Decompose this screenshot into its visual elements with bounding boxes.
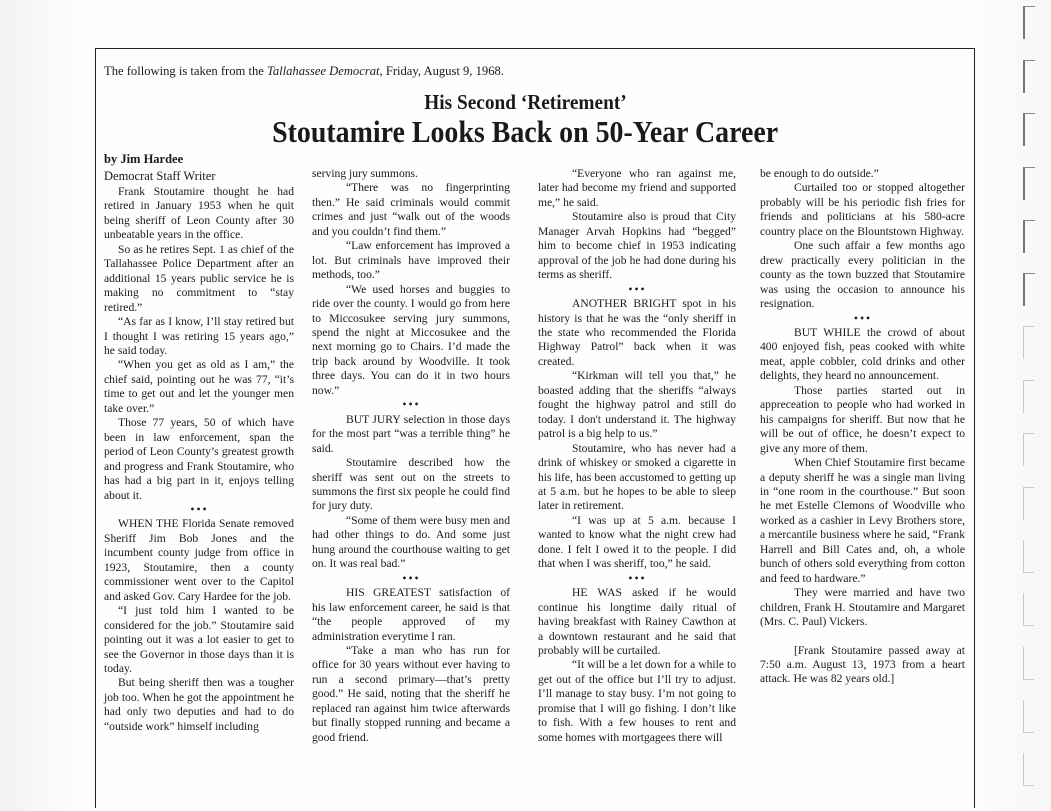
source-note [104, 64, 504, 79]
article-paragraph: When Chief Stoutamire first became a deputy sheriff he was a single man living in “one room in the courthouse.” But soon he met Estelle Clemons of Woodville who worked as a cashier in Levy Brothers store, a mercantile business where he said, “Frank Harrell and Bill Cates and, oh, a whole bunch of others sold everything from cotton and feed to hardware.” [760, 456, 965, 585]
binder-tab-icon [1023, 167, 1035, 200]
binder-tab-icon [1023, 540, 1034, 573]
article-paragraph: HIS GREATEST satisfaction of his law enforcement career, he said is that “the people approved of my administration everytime I ran. [312, 586, 510, 643]
article-column-4 [760, 167, 965, 687]
byline-role: Democrat Staff Writer [104, 169, 216, 183]
main-headline [0, 114, 1051, 150]
binder-tab-icon [1023, 113, 1035, 146]
binder-tab-icon [1023, 60, 1035, 93]
binder-tab-icon [1023, 6, 1035, 39]
section-divider: ••• [401, 400, 421, 410]
article-paragraph: “Everyone who ran against me, later had become my friend and supported me,” he said. [538, 167, 736, 209]
section-divider: ••• [189, 504, 209, 514]
binder-tab-icon [1023, 753, 1034, 786]
article-paragraph: Those 77 years, 50 of which have been in law enforcement, span the period of Leon County’s greatest growth and progress and Frank Stoutamire, who has had a big part in it, enjoys telling about it. [104, 416, 294, 502]
article-paragraph: Stoutamire described how the sheriff was sent out on the streets to summons the first six people he could find for jury duty. [312, 456, 510, 513]
kicker-headline [42, 90, 1009, 115]
paragraph-gap [760, 630, 965, 644]
article-paragraph: “Kirkman will tell you that,” he boasted adding that the sheriffs “always fought the highway patrol and still do today. I don't understand it. The highway patrol is a big help to us.” [538, 369, 736, 441]
binder-tab-icon [1023, 380, 1034, 413]
article-paragraph: So as he retires Sept. 1 as chief of the Tallahassee Police Department after an additional 15 years public service he is making no commitment to “stay retired.” [104, 242, 294, 314]
article-paragraph: One such affair a few months ago drew practically every politician in the county as the town buzzed that Stoutamire was using the occasion to announce his resignation. [760, 239, 965, 311]
article-paragraph: Stoutamire, who has never had a drink of whiskey or smoked a cigarette in his life, has been accustomed to getting up at 5 a.m. but he hopes to be able to sleep later in retirement. [538, 441, 736, 513]
article-paragraph: ANOTHER BRIGHT spot in his history is that he was the “only sheriff in the state who recommended the Florida Highway Patrol” back when it was created. [538, 297, 736, 368]
article-paragraph: “I just told him I wanted to be considered for the job.” Stoutamire said pointing out it was a lot easier to get to see the Governor in those days than it is today. [104, 604, 294, 675]
article-paragraph: Frank Stoutamire thought he had retired in January 1953 when he quit being sheriff of Leon County after 30 unbeatable years in the office. [104, 185, 294, 242]
binder-tab-icon [1023, 433, 1034, 466]
binder-tab-icon [1023, 487, 1034, 520]
publication-name: Tallahassee Democrat [266, 64, 380, 78]
article-paragraph: “When you get as old as I am,” the chief said, pointing out he was 77, “it’s time to get out and let the younger men take over.” [104, 358, 294, 415]
section-divider: ••• [401, 573, 421, 583]
article-paragraph: “Some of them were busy men and had other things to do. And some just hung around the courthouse waiting to get on. It was real bad.” [312, 513, 510, 571]
binder-tab-icon [1023, 700, 1034, 733]
kicker-text: His Second ‘Retirement’ [424, 90, 627, 114]
article-paragraph: They were married and have two children, Frank H. Stoutamire and Margaret (Mrs. C. Paul) Vickers. [760, 586, 965, 629]
section-divider: ••• [627, 573, 647, 583]
article-column-3 [538, 167, 736, 745]
article-paragraph: “It will be a let down for a while to get out of the office but I’ll try to adjust. I’ll manage to stay busy. I’m not going to promise that I will go fishing. I don’t like to fish. With a few houses to rent and some homes with mortgagees there will [538, 658, 736, 744]
article-paragraph: Curtailed too or stopped altogether probably will be his periodic fish fries for friends and politicians at his 580-acre country place on the Blountstown Highway. [760, 181, 965, 238]
source-prefix: The following is taken from the [104, 64, 267, 78]
binder-tab-icon [1023, 220, 1035, 253]
article-paragraph: BUT JURY selection in those days for the most part “was a terrible thing” he said. [312, 412, 510, 455]
binder-tab-icon [1023, 326, 1034, 359]
article-paragraph: “There was no fingerprinting then.” He said criminals would commit crimes and just “walk out of the woods and you couldn’t find them.” [312, 181, 510, 238]
article-column-1 [104, 185, 294, 734]
article-paragraph: Stoutamire also is proud that City Manager Arvah Hopkins had “begged” him to become chief in 1953 indicating approval of the job he had done during his terms as sheriff. [538, 210, 736, 282]
article-paragraph: WHEN THE Florida Senate removed Sheriff Jim Bob Jones and the incumbent county judge from office in 1923, Stoutamire, then a county commissioner went over to the Capitol and asked Gov. Cary Hardee for the job. [104, 517, 294, 603]
binder-tab-icon [1023, 593, 1034, 626]
section-divider: ••• [627, 284, 647, 294]
binder-tab-icon [1023, 273, 1035, 306]
article-paragraph: “As far as I know, I’ll stay retired but I thought I was retiring 15 years ago,” he said today. [104, 315, 294, 357]
article-paragraph: [Frank Stoutamire passed away at 7:50 a.m. August 13, 1973 from a heart attack. He was 82 years old.] [760, 643, 965, 686]
section-divider: ••• [853, 313, 872, 323]
article-paragraph: “I was up at 5 a.m. because I wanted to know what the night crew had done. I felt I owed it to the people. I did that when I was sheriff, too,” he said. [538, 513, 736, 571]
article-paragraph: But being sheriff then was a tougher job too. When he got the appointment he had only two deputies and had to do “outside work” himself including [104, 676, 294, 733]
article-paragraph: serving jury summons. [312, 167, 418, 180]
article-column-2 [312, 167, 510, 745]
article-paragraph: “We used horses and buggies to ride over the county. I would go from here to Miccosukee serving jury summons, spend the night at Miccosukee and the next morning go to Chairs. I’d made the trip back around by Woodville. It took three days. You can do it in two hours now.” [312, 282, 510, 397]
headline-text: Stoutamire Looks Back on 50-Year Career [272, 114, 779, 149]
article-paragraph: “Take a man who has run for office for 30 years without ever having to run a second primary—that’s pretty good.” He said, noting that the sheriff he replaced ran against him twice afterwards but finally stopped running and became a good friend. [312, 643, 510, 744]
article-paragraph: “Law enforcement has improved a lot. But criminals have improved their methods, too.” [312, 239, 510, 282]
article-paragraph: BUT WHILE the crowd of about 400 enjoyed fish, peas cooked with white meat, apple cobbler, cold drinks and other delights, they heard no announcement. [760, 325, 965, 383]
article-paragraph: be enough to do outside.” [760, 167, 879, 180]
article-paragraph: HE WAS asked if he would continue his longtime daily ritual of having breakfast with Rainey Cawthon at a downtown restaurant and he said that probably will be curtailed. [538, 586, 736, 657]
source-suffix: , Friday, August 9, 1968. [379, 64, 504, 78]
article-paragraph: Those parties started out in appreceation to people who had worked in his campaigns for sheriff. But now that he will be out of office, he doesn’t expect to give any more of them. [760, 383, 965, 455]
byline: by Jim Hardee [104, 152, 184, 166]
binder-tab-icon [1023, 647, 1034, 680]
